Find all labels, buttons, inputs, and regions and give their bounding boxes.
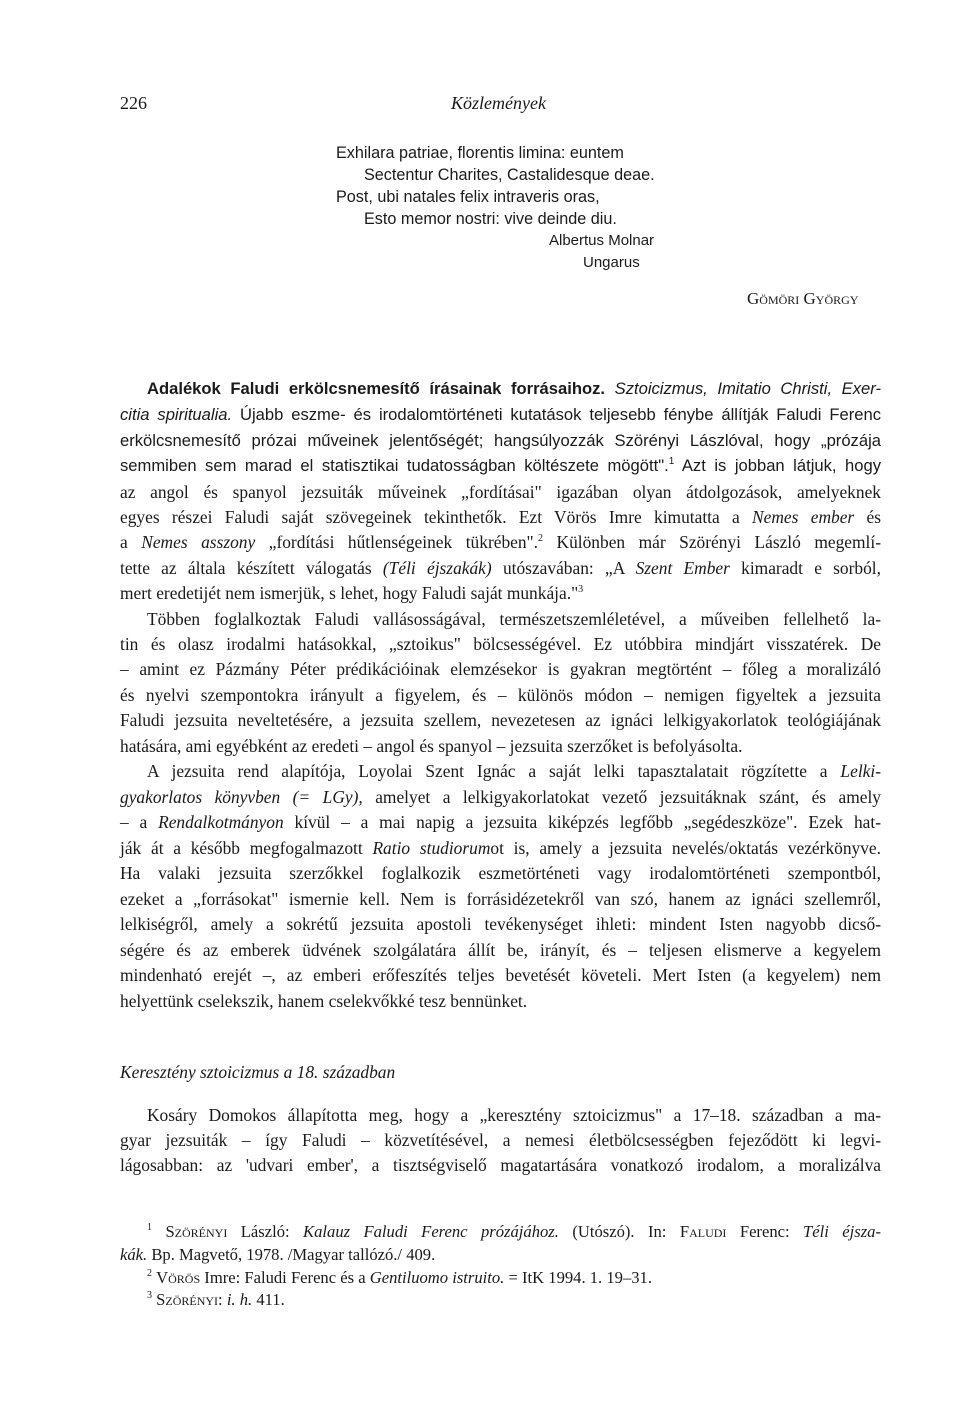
text-span: kák. bbox=[120, 1245, 148, 1264]
poem-signature: Ungarus bbox=[583, 254, 640, 271]
text-span: a bbox=[120, 532, 142, 552]
text-span: Nemes ember bbox=[752, 507, 855, 527]
text-span: és bbox=[854, 507, 881, 527]
paragraph-line: – amint ez Pázmány Péter prédikációinak elemzésekor is gyakran megtörtént – főleg a moralizáló bbox=[120, 659, 881, 679]
text-span: semmiben sem marad el statisztikai tudatosságban költészete mögött". bbox=[120, 456, 669, 475]
paragraph-line: Többen foglalkoztak Faludi vallásosságával, természetszemléletével, a műveiben fellelhető la- bbox=[147, 609, 881, 629]
text-span: László: bbox=[227, 1222, 304, 1241]
footnote-ref[interactable]: 1 bbox=[668, 456, 675, 467]
paragraph-line: Ha valaki jezsuita szerzőkkel foglalkozik eszmetörténeti vagy irodalomtörténeti szempontból, bbox=[120, 863, 881, 883]
paragraph-line: ségére és az emberek üdvének szolgálatára állít be, irányít, és – teljesen elismerve a kegyelem bbox=[120, 940, 881, 960]
footnote-3 bbox=[147, 1290, 285, 1310]
text-span: Lelki- bbox=[840, 761, 881, 781]
footnote-number: 1 bbox=[147, 1222, 152, 1233]
paragraph-line: tin és olasz irodalmi hatásokkal, „sztoikus" bölcsességével. Ez utóbbira mindjárt visszatérek. De bbox=[120, 634, 881, 654]
paragraph-line: helyettünk cselekszik, hanem cselekvőkké tesz bennünket. bbox=[120, 991, 528, 1011]
text-span: amelyet a lelkigyakorlatokat vezető jezsuitáknak szánt, és amely bbox=[362, 787, 882, 807]
paragraph-line: Faludi jezsuita neveltetésére, a jezsuita szellem, nevezetesen az ignáci lelkigyakorlatok teológiájának bbox=[120, 710, 881, 730]
text-span: Szörényi bbox=[165, 1222, 228, 1241]
author-name: Gömöri György bbox=[747, 289, 859, 308]
text-span: 411. bbox=[252, 1290, 285, 1309]
text-span: kimaradt e sorból, bbox=[729, 558, 881, 578]
paragraph-line bbox=[120, 532, 881, 553]
paragraph-line bbox=[120, 812, 881, 833]
article-subtitle: citia spiritualia. bbox=[120, 405, 233, 424]
footnote-ref[interactable]: 3 bbox=[578, 584, 584, 595]
footnote-number: 2 bbox=[147, 1268, 152, 1279]
paragraph-line: Kosáry Domokos állapította meg, hogy a „keresztény sztoicizmus" a 17–18. században a ma- bbox=[147, 1105, 881, 1125]
text-span: ják át a később megfogalmazott bbox=[120, 838, 373, 858]
article-title-text: Adalékok Faludi erkölcsnemesítő írásainak forrásaihoz. bbox=[147, 379, 606, 398]
text-span: Téli éjsza- bbox=[803, 1222, 881, 1241]
poem-line: Post, ubi natales felix intraveris oras, bbox=[336, 188, 600, 206]
text-span: Gentiluomo istruito. bbox=[369, 1268, 505, 1287]
paragraph-line bbox=[120, 787, 881, 808]
paragraph-line: és nyelvi szempontokra irányult a figyelem, és – különös módon – nemigen figyeltek a jezsuita bbox=[120, 685, 881, 705]
text-span: tette az általa készített válogatás bbox=[120, 558, 383, 578]
paragraph-line: lelkiségről, amely a sokrétű jezsuita apostoli tevékenységet ihleti: mindent Isten nagyobb dicső- bbox=[120, 914, 881, 934]
text-span: Szörényi bbox=[156, 1290, 219, 1309]
paragraph-line bbox=[120, 456, 881, 476]
paragraph-line: lágosabban: az 'udvari ember', a tisztségviselő magatartására vonatkozó irodalom, a moralizálva bbox=[120, 1155, 881, 1175]
text-span: = ItK 1994. 1. 19–31. bbox=[504, 1268, 652, 1287]
text-span: Imre: Faludi Ferenc és a bbox=[200, 1268, 370, 1287]
text-span: gyakorlatos könyvben (= LGy), bbox=[120, 787, 363, 807]
text-span: A jezsuita rend alapítója, Loyolai Szent Ignác a saját lelki tapasztalatait rögzítette a bbox=[147, 761, 841, 781]
article-title bbox=[147, 379, 881, 399]
footnote-number: 3 bbox=[147, 1290, 152, 1301]
page-number: 226 bbox=[120, 93, 147, 113]
text-span: – a bbox=[120, 812, 159, 832]
text-span: : bbox=[218, 1290, 227, 1309]
text-span: Ferenc: bbox=[726, 1222, 804, 1241]
paragraph-line: erkölcsnemesítő prózai műveinek jelentőségét; hangsúlyozzák Szörényi Lászlóval, hogy „prózája bbox=[120, 431, 881, 450]
text-span: Rendalkotmányon bbox=[158, 812, 284, 832]
text-span: Szent Ember bbox=[635, 558, 730, 578]
poem-signature: Albertus Molnar bbox=[549, 232, 655, 249]
text-span: ot is, amely a jezsuita nevelés/oktatás vezérkönyve. bbox=[490, 838, 881, 858]
paragraph-line bbox=[120, 405, 881, 425]
text-span: Különben már Szörényi László megemlí- bbox=[543, 532, 881, 552]
text-span: Azt is jobban látjuk, hogy bbox=[674, 456, 881, 475]
text-span: Ratio studiorum bbox=[372, 838, 491, 858]
text-span: mert eredetijét nem ismerjük, s lehet, hogy Faludi saját munkája." bbox=[120, 583, 579, 603]
section-heading: Keresztény sztoicizmus a 18. században bbox=[120, 1062, 396, 1082]
text-span: (Téli éjszakák) bbox=[382, 558, 492, 578]
text-span: Nemes asszony bbox=[141, 532, 256, 552]
footnote-ref[interactable]: 2 bbox=[538, 533, 544, 544]
text-span: Vörös bbox=[156, 1268, 201, 1287]
footnote-1-cont bbox=[120, 1245, 435, 1265]
paragraph-line bbox=[120, 838, 881, 859]
paragraph-line bbox=[147, 761, 881, 782]
text-span: Faludi bbox=[679, 1222, 727, 1241]
text-span: Kalauz Faludi Ferenc prózájához. bbox=[303, 1222, 559, 1241]
text-span: egyes részei Faludi saját szövegeinek tekinthetők. Ezt Vörös Imre kimutatta a bbox=[120, 507, 753, 527]
text-span: Újabb eszme- és irodalomtörténeti kutatások teljesebb fénybe állítják Faludi Ferenc bbox=[232, 405, 882, 424]
paragraph-line: mindenható erejét –, az emberi erőfeszítés teljes bevetését követeli. Mert Isten (a kegyelem) nem bbox=[120, 965, 881, 985]
poem-line: Exhilara patriae, florentis limina: euntem bbox=[336, 144, 624, 162]
text-span: Bp. Magvető, 1978. /Magyar tallózó./ 409. bbox=[147, 1245, 436, 1264]
paragraph-line: gyar jezsuiták – így Faludi – közvetítésével, a nemesi életbölcsességben fejeződött ki legvi- bbox=[120, 1130, 881, 1150]
text-span: kívül – a mai napig a jezsuita kiképzés legfőbb „segédeszköze". Ezek hat- bbox=[283, 812, 881, 832]
poem-line: Sectentur Charites, Castalidesque deae. bbox=[364, 166, 655, 184]
paragraph-line: hatására, ami egyébként az eredeti – angol és spanyol – jezsuita szerzőket is befolyásolta. bbox=[120, 736, 743, 756]
poem-line: Esto memor nostri: vive deinde diu. bbox=[364, 210, 617, 228]
footnote-2 bbox=[147, 1268, 652, 1288]
paragraph-line bbox=[120, 558, 881, 579]
text-span: i. h. bbox=[226, 1290, 253, 1309]
paragraph-line: az angol és spanyol jezsuiták műveinek „fordításai" igazában olyan átdolgozások, amelyeknek bbox=[120, 482, 881, 502]
paragraph-line bbox=[120, 583, 583, 604]
paragraph-line: ezeket a „forrásokat" ismernie kell. Nem is forrásidézetekről van szó, hanem az ignáci szellemről, bbox=[120, 889, 881, 909]
paragraph-line bbox=[120, 507, 881, 528]
text-span: „fordítási hűtlenségeinek tükrében". bbox=[255, 532, 539, 552]
running-title: Közlemények bbox=[451, 93, 546, 113]
footnote-1 bbox=[147, 1222, 881, 1242]
text-span: utószavában: „A bbox=[491, 558, 636, 578]
text-span: (Utószó). In: bbox=[558, 1222, 680, 1241]
article-subtitle: Sztoicizmus, Imitatio Christi, Exer- bbox=[614, 379, 882, 398]
